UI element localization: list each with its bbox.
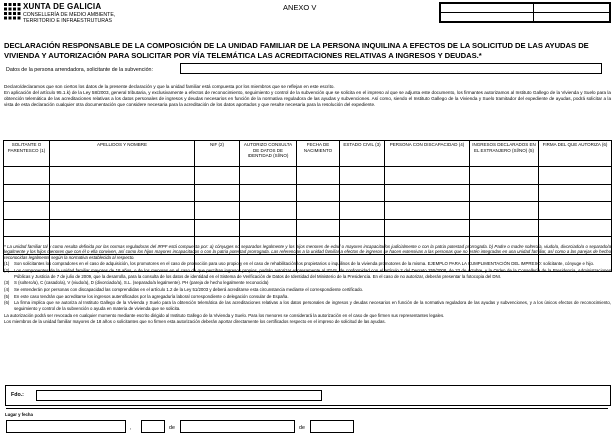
member-cell[interactable] <box>297 202 340 220</box>
member-cell[interactable] <box>340 184 385 202</box>
member-cell[interactable] <box>340 219 385 237</box>
member-cell[interactable] <box>470 167 539 185</box>
member-row <box>4 167 612 185</box>
member-cell[interactable] <box>470 202 539 220</box>
member-cell[interactable] <box>297 219 340 237</box>
year-field[interactable] <box>310 420 354 433</box>
signature-label: Fdo.: <box>11 392 24 398</box>
member-cell[interactable] <box>539 219 612 237</box>
member-cell[interactable] <box>240 202 297 220</box>
member-cell[interactable] <box>385 219 470 237</box>
member-cell[interactable] <box>50 202 195 220</box>
col-header-signature: FIRMA DEL QUE AUTORIZA (6) <box>539 141 612 167</box>
declaration-paragraph-1: Declaro/declaramos que son ciertos los datos de la presente declaración y que la unidad familiar está compuesta por los miembros que se reflejan en este escrito. <box>4 84 335 89</box>
note-text: En este caso tendrán que acreditarse los ingresos autentificados por la agregaduría laboral correspondiente o delegación consular de España. <box>14 293 289 299</box>
org-dept-line1: CONSELLERÍA DE MEDIO AMBIENTE, <box>23 12 116 18</box>
note-text: Los componentes de la unidad familiar mayores de 18 años, o de los menores en el caso de que perciban ingresos propios, podrán autorizar expresamente al IGVS, de conformidad con el artículo 2 del Decreto 255/2008, de 23 de octubre, y la Orden de la Consellería de la Presidencia, Administraciones Públicas y Justicia de 7 de julio de 2009, que la desarrolla, para la consulta de los datos de identidad en el Sistema de Verificación de Datos de Identidad del Ministerio de la Presidencia. En el caso de no autorizar, deberán presentar la fotocopia del DNI. <box>14 268 611 279</box>
member-cell[interactable] <box>240 184 297 202</box>
note-number: (2) <box>4 268 10 274</box>
note-item <box>4 294 611 299</box>
notes-asterisk: * La unidad familiar tal y como resulta definida por las normas reguladoras del IRPF está compuesta por: a) cónyuges no separados legalmente y los hijos menores de edad o mayores incapacitados judicialmente o con la patria potestad prorrogada. b) Padre o madre soltero/a, viudo/a, divorciado/a o separado/a legalmente y los hijos menores que con él o ella conviven, así como los hijos mayores incapacitados o con la patria potestad prorrogada. Las referencias a la unidad familiar a efectos de ingresos se hacen extensivas a las personas que no estén integradas en una unidad familiar, así como a las parejas de hecho reconocidas legalmente según la normativa establecida al respecto. <box>4 244 611 260</box>
member-cell[interactable] <box>195 219 240 237</box>
member-cell[interactable] <box>195 202 240 220</box>
member-cell[interactable] <box>297 167 340 185</box>
note-item <box>4 261 611 266</box>
member-cell[interactable] <box>4 219 50 237</box>
procedure-box <box>439 2 611 23</box>
member-cell[interactable] <box>340 167 385 185</box>
place-date-sep1: , <box>130 425 132 431</box>
signature-block <box>5 385 611 406</box>
member-cell[interactable] <box>50 219 195 237</box>
xunta-logo <box>4 3 21 20</box>
place-date-sep2: de <box>169 425 175 431</box>
member-cell[interactable] <box>4 184 50 202</box>
place-date-label: Lugar y fecha <box>5 412 33 417</box>
member-cell[interactable] <box>195 167 240 185</box>
member-cell[interactable] <box>240 219 297 237</box>
members-table-header <box>4 141 612 167</box>
place-field[interactable] <box>6 420 126 433</box>
col-header-identity-consent: AUTORIZO CONSULTA DE DATOS DE IDENTIDAD (SÍ/NO) <box>240 141 297 167</box>
member-cell[interactable] <box>470 184 539 202</box>
member-cell[interactable] <box>385 184 470 202</box>
note-item <box>4 268 611 279</box>
note-number: (5) <box>4 293 10 299</box>
member-cell[interactable] <box>539 202 612 220</box>
note-text: Son solicitantes los compradores en el caso de adquisición, los promotores en el caso de promoción para uso propio y en el caso de rehabilitación los propietarios o inquilinos de la vivienda promotores de la misma. EJEMPLO PARA LA CUMPLIMENTACIÓN DEL IMPRESO: solicitante, cónyuge e hijo. <box>14 261 595 267</box>
notes-revocation: La autorización podrá ser revocada en cualquier momento mediante escrito dirigido al Instituto Gallego de la Vivienda y Suelo. Para los menores se considerará la autorización en el caso de que firmen sus representantes legales. <box>4 312 445 318</box>
member-cell[interactable] <box>385 167 470 185</box>
note-item <box>4 287 611 292</box>
col-header-relationship: SOLITANTE O PARENTESCO (1) <box>4 141 50 167</box>
member-cell[interactable] <box>4 202 50 220</box>
note-item <box>4 280 611 285</box>
org-name: XUNTA DE GALICIA <box>23 2 102 11</box>
tenant-field[interactable] <box>180 63 602 74</box>
col-header-foreign-income: INGRESOS DECLARADOS EN EL EXTRANJERO (SÍ/NO) (5) <box>470 141 539 167</box>
member-cell[interactable] <box>539 167 612 185</box>
col-header-birthdate: FECHA DE NACIMIENTO <box>297 141 340 167</box>
signature-field[interactable] <box>36 390 322 401</box>
member-cell[interactable] <box>240 167 297 185</box>
member-cell[interactable] <box>4 167 50 185</box>
member-cell[interactable] <box>297 184 340 202</box>
day-field[interactable] <box>141 420 165 433</box>
col-header-name: APELLIDOS Y NOMBRE <box>50 141 195 167</box>
org-department <box>23 12 115 24</box>
declaration-paragraph-2: En aplicación del artículo 95.1.k) de la Ley 58/2003, general tributaria, y exclusivamente a efectos de reconocimiento, seguimiento y control de la subvención que se solicita en el impreso al que se adjunta este documento, los firmantes autorizamos al Instituto Gallego de la Vivienda y Suelo para la obtención telemática de las acreditaciones relativas a los datos personales de ingresos y deudas necesarios en función de la normativa reguladora de las ayudas y subvenciones. Así como, siendo el Instituto Gallego de la Vivienda y Suelo tramitador del expediente de ayudas, podrá solicitar a la vista de esta declaración cualquier otra documentación que considere necesaria para la acreditación de los datos aportados y que resulte necesaria para la resolución del expediente. <box>4 89 611 107</box>
member-cell[interactable] <box>385 202 470 220</box>
member-cell[interactable] <box>470 219 539 237</box>
col-header-civil-status: ESTADO CIVIL (3) <box>340 141 385 167</box>
note-number: (1) <box>4 261 10 267</box>
note-number: (6) <box>4 300 10 306</box>
member-cell[interactable] <box>50 184 195 202</box>
member-row <box>4 202 612 220</box>
note-text: Se entenderán por personas con discapacidad las comprendidas en el artículo 1.2 de la Ley 51/2003 y deberá acreditarse esta circunstancia mediante el correspondiente certificado. <box>14 286 364 292</box>
member-row <box>4 219 612 237</box>
note-item <box>4 300 611 311</box>
place-date-sep3: de <box>299 425 305 431</box>
col-header-nif: NIF (2) <box>195 141 240 167</box>
declaration-text <box>4 84 611 108</box>
member-cell[interactable] <box>195 184 240 202</box>
org-dept-line2: TERRITORIO E INFRAESTRUTURAS <box>23 18 112 25</box>
col-header-disability: PERSONA CON DISCAPACIDAD (4) <box>385 141 470 167</box>
member-row <box>4 184 612 202</box>
member-cell[interactable] <box>50 167 195 185</box>
notes-section <box>4 244 611 326</box>
document-title: DECLARACIÓN RESPONSABLE DE LA COMPOSICIÓN DE LA UNIDAD FAMILIAR DE LA PERSONA INQUILINA A EFECTOS DE LA SOLICITUD DE LAS AYUDAS DE VIVIENDA Y AUTORIZACIÓN PARA SOLICITAR POR VÍA TELEMÁTICA LAS ACREDITACIONES RELATIVAS A INGRESOS Y DEUDAS.* <box>4 41 589 60</box>
note-number: (3) <box>4 280 10 286</box>
member-cell[interactable] <box>340 202 385 220</box>
note-text: La firma implica que se autoriza al Instituto Gallego de la Vivienda y Suelo para la obtención telemática de las acreditaciones relativas a los datos personales de ingresos y deudas necesarios en función de la normativa reguladora de las ayudas y subvenciones, y a los únicos efectos de reconocimiento, seguimiento y control de la subvención o ayuda en materia de vivienda que se solicita. <box>14 300 611 311</box>
month-field[interactable] <box>180 420 295 433</box>
note-text: S (soltero/a), C (casado/a), V (viudo/a), D (divorciado/a), S.L. (separado/a legalmente). PH (pareja de hecho legalmente reconocida) <box>14 280 269 286</box>
member-cell[interactable] <box>539 184 612 202</box>
tenant-label: Datos de la persona arrendadora, solicitante de la subvención: <box>6 67 153 73</box>
note-number: (4) <box>4 286 10 292</box>
notes-final: Los miembros de la unidad familiar mayores de 18 años o solicitantes que no firmen esta autorización deberán aportar directamente los certificados respecto en el impreso de solicitud de las ayudas. <box>4 319 386 325</box>
annex-label: ANEXO V <box>283 3 317 12</box>
